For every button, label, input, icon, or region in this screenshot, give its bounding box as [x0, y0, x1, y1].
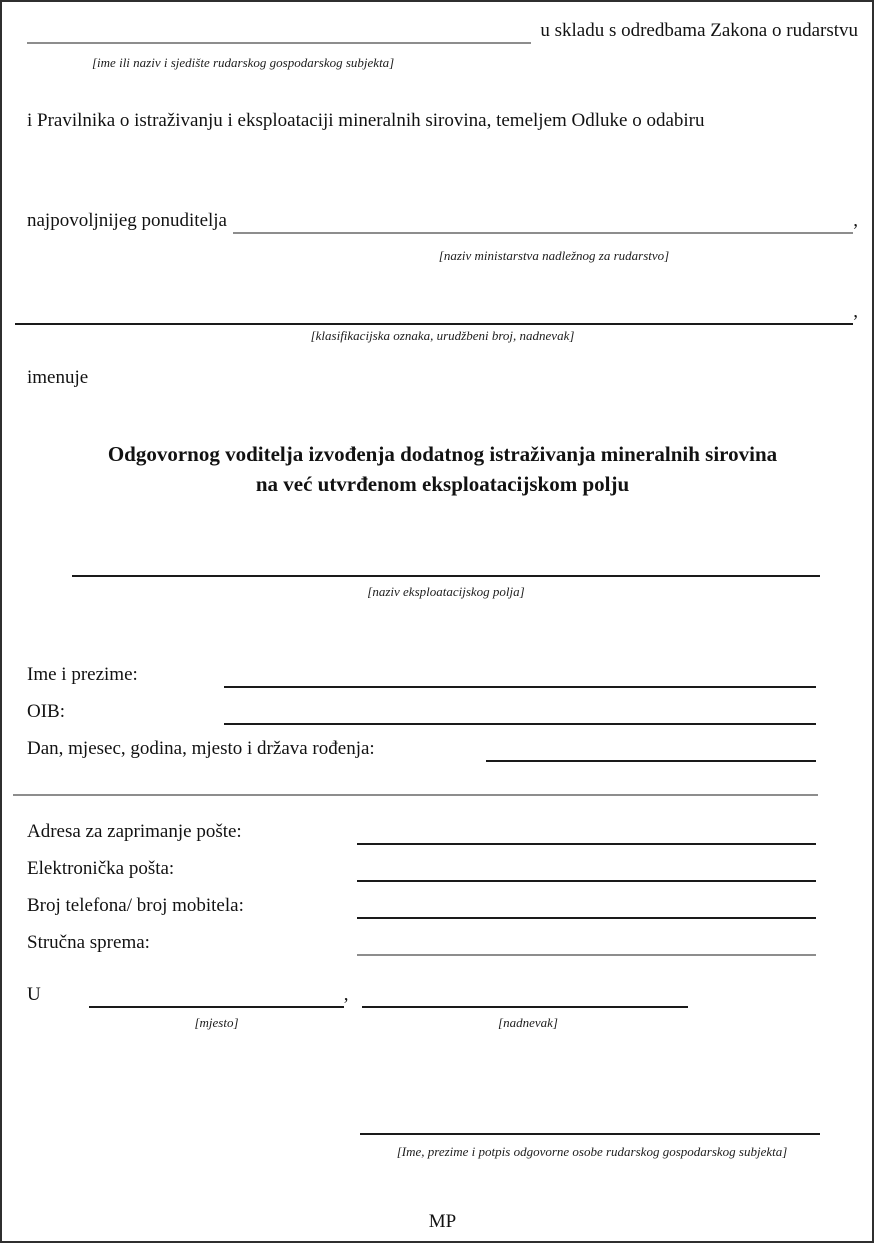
field-row-oib: [27, 688, 858, 725]
email-field-line[interactable]: [357, 856, 816, 882]
address-field-line[interactable]: [357, 819, 816, 845]
ministry-name-field-line[interactable]: [233, 210, 853, 234]
document-title-line2: na već utvrđenom eksploatacijskom polju: [255, 472, 630, 496]
subject-name-hint: [ime ili naziv i sjedište rudarskog gospodarskog subjekta]: [92, 55, 395, 70]
reference-field-line[interactable]: [15, 301, 853, 325]
place-date-hints: [27, 1014, 858, 1032]
field-row-qualification: [27, 919, 858, 956]
qualification-field-label: Stručna sprema:: [27, 932, 150, 953]
oib-field-label: OIB:: [27, 701, 65, 722]
field-row-address: [27, 808, 858, 845]
bidder-prefix-text: najpovoljnijeg ponuditelja: [27, 210, 227, 231]
field-row-phone: [27, 882, 858, 919]
birth-continuation-line[interactable]: [13, 792, 818, 796]
document-title-line1: Odgovornog voditelja izvođenja dodatnog istraživanja mineralnih sirovina: [107, 442, 778, 466]
contact-fields-section: [27, 808, 858, 956]
place-prefix-text: U: [27, 984, 41, 1005]
signature-line[interactable]: [360, 1131, 820, 1135]
email-field-label: Elektronička pošta:: [27, 858, 175, 879]
field-row-birth: [27, 725, 858, 762]
place-hint: [mjesto]: [194, 1015, 239, 1030]
phone-field-line[interactable]: [357, 893, 816, 919]
exploitation-field-line[interactable]: [72, 573, 820, 577]
ministry-hint: [naziv ministarstva nadležnog za rudarstvo]: [438, 248, 670, 263]
place-date-row: [27, 978, 858, 1008]
field-row-name: [27, 651, 858, 688]
document-title: [27, 439, 858, 499]
stamp-mp-text: MP: [428, 1211, 457, 1232]
address-field-label: Adresa za zaprimanje pošte:: [27, 821, 242, 842]
signature-hint: [Ime, prezime i potpis odgovorne osobe rudarskog gospodarskog subjekta]: [396, 1144, 788, 1159]
place-date-comma: ,: [343, 984, 349, 1005]
name-field-label: Ime i prezime:: [27, 664, 138, 685]
date-hint: [nadnevak]: [498, 1015, 558, 1030]
reference-hint: [klasifikacijska oznaka, urudžbeni broj, nadnevak]: [310, 328, 575, 343]
bidder-comma: ,: [853, 210, 858, 231]
date-field-line[interactable]: [362, 982, 688, 1008]
intro-row: [27, 18, 858, 44]
person-fields-section: [27, 651, 858, 762]
field-row-email: [27, 845, 858, 882]
exploitation-field-hint: [naziv eksploatacijskog polja]: [367, 584, 525, 599]
birth-field-line[interactable]: [486, 736, 816, 762]
appoints-text: imenuje: [27, 367, 89, 388]
reference-comma: ,: [853, 301, 858, 322]
bidder-row: [27, 208, 858, 234]
regulation-paragraph: i Pravilnika o istraživanju i eksploataciji mineralnih sirovina, temeljem Odluke o odabiru: [27, 110, 705, 131]
birth-field-label: Dan, mjesec, godina, mjesto i država rođenja:: [27, 738, 375, 759]
subject-name-field-line[interactable]: [27, 20, 531, 44]
intro-suffix-text: u skladu s odredbama Zakona o rudarstvu: [540, 20, 858, 41]
qualification-field-line[interactable]: [357, 930, 816, 956]
name-field-line[interactable]: [224, 662, 816, 688]
phone-field-label: Broj telefona/ broj mobitela:: [27, 895, 244, 916]
reference-row: [15, 299, 858, 325]
oib-field-line[interactable]: [224, 699, 816, 725]
place-field-line[interactable]: [89, 982, 344, 1008]
